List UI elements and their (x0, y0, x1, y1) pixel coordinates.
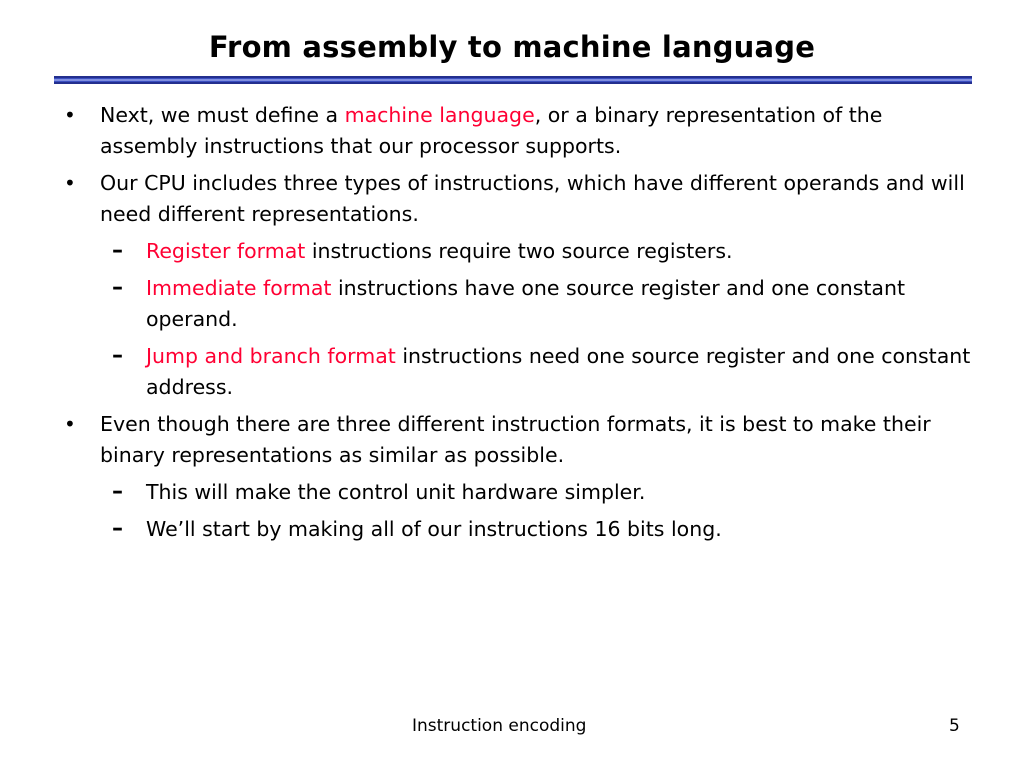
highlight-text: Register format (146, 239, 306, 263)
bullet-icon: • (64, 412, 76, 436)
bullet-text: instructions need one source register and one constant address. (146, 344, 971, 399)
highlight-text: Immediate format (146, 276, 332, 300)
bullet-text: , or a binary representation of the assembly instructions that our processor supports. (100, 103, 883, 158)
title-divider (54, 76, 972, 84)
bullet-text: This will make the control unit hardware simpler. (146, 480, 646, 504)
slide-title: From assembly to machine language (208, 30, 816, 64)
page-number: 5 (949, 716, 960, 736)
bullet-text: Even though there are three different instruction formats, it is best to make their binary representations as similar as possible. (100, 412, 931, 467)
slide-body (0, 100, 1024, 551)
bullet-icon: • (64, 103, 76, 127)
footer-label: Instruction encoding (412, 716, 587, 736)
sub-bullet-item (0, 477, 1024, 508)
dash-icon: – (112, 516, 123, 541)
bullet-text: Our CPU includes three types of instructions, which have different operands and will need different representations. (100, 171, 965, 226)
dash-icon: – (112, 238, 123, 263)
dash-icon: – (112, 343, 123, 368)
highlight-text: Jump and branch format (146, 344, 396, 368)
bullet-text: instructions require two source registers. (305, 239, 733, 263)
bullet-text: We’ll start by making all of our instructions 16 bits long. (146, 517, 722, 541)
bullet-text: Next, we must define a (100, 103, 345, 127)
dash-icon: – (112, 479, 123, 504)
bullet-item (0, 409, 1024, 471)
sub-bullet-item (0, 341, 1024, 403)
sub-bullet-item (0, 236, 1024, 267)
highlight-text: machine language (344, 103, 535, 127)
bullet-item (0, 100, 1024, 162)
sub-bullet-item (0, 514, 1024, 545)
bullet-text: instructions have one source register and one constant operand. (146, 276, 906, 331)
dash-icon: – (112, 275, 123, 300)
sub-bullet-item (0, 273, 1024, 335)
bullet-item (0, 168, 1024, 230)
bullet-icon: • (64, 171, 76, 195)
